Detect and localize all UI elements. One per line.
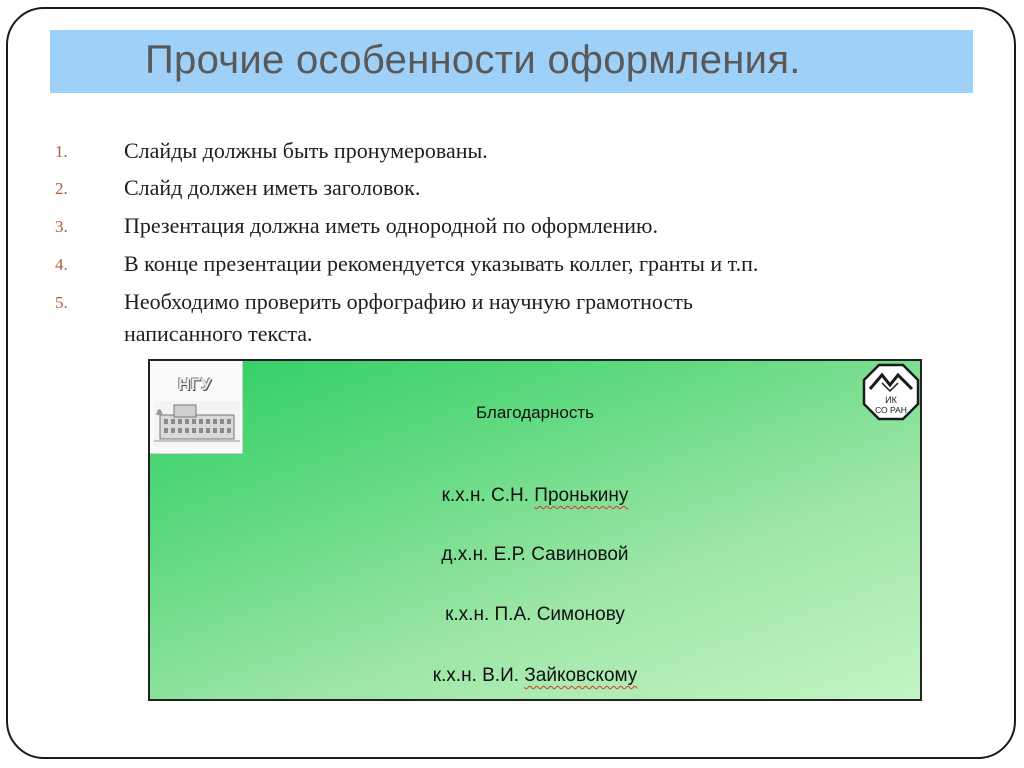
list-text: Слайды должны быть пронумерованы. (124, 138, 488, 163)
title-bar (50, 30, 973, 93)
acknowledgement-line (150, 665, 920, 687)
ack-title-initials: к.х.н. В.И. (432, 665, 525, 686)
acknowledgement-line (150, 604, 920, 626)
ack-surname: Симонову (536, 604, 625, 625)
svg-text:ИК: ИК (885, 395, 897, 405)
list-text: Необходимо проверить орфографию и научную грамотность (124, 289, 693, 314)
list-number: 2. (55, 179, 68, 198)
list-number: 1. (55, 142, 68, 161)
list-number: 4. (55, 255, 68, 274)
acknowledgement-heading: Благодарность (475, 403, 595, 422)
ack-surname: Савиновой (531, 544, 629, 565)
list-number: 3. (55, 217, 68, 236)
ack-surname: Зайковскому (524, 665, 638, 686)
slide-title: Прочие особенности оформления. (145, 38, 801, 82)
ngu-logo-text: НГУ (178, 375, 212, 394)
list-text: Слайд должен иметь заголовок. (124, 175, 421, 200)
embedded-slide-image (148, 359, 922, 701)
ack-title-initials: к.х.н. С.Н. (441, 485, 535, 506)
list-text-continuation: написанного текста. (124, 321, 313, 346)
list-number: 5. (55, 293, 68, 312)
svg-text:СО РАН: СО РАН (875, 405, 907, 415)
ack-surname: Пронькину (534, 485, 629, 506)
ack-title-initials: к.х.н. П.А. (445, 604, 537, 625)
list-text: Презентация должна иметь однородной по оформлению. (124, 213, 658, 238)
acknowledgement-line (150, 544, 920, 566)
acknowledgement-line (150, 485, 920, 507)
ack-title-initials: д.х.н. Е.Р. (441, 544, 532, 565)
list-text: В конце презентации рекомендуется указывать коллег, гранты и т.п. (124, 251, 759, 276)
